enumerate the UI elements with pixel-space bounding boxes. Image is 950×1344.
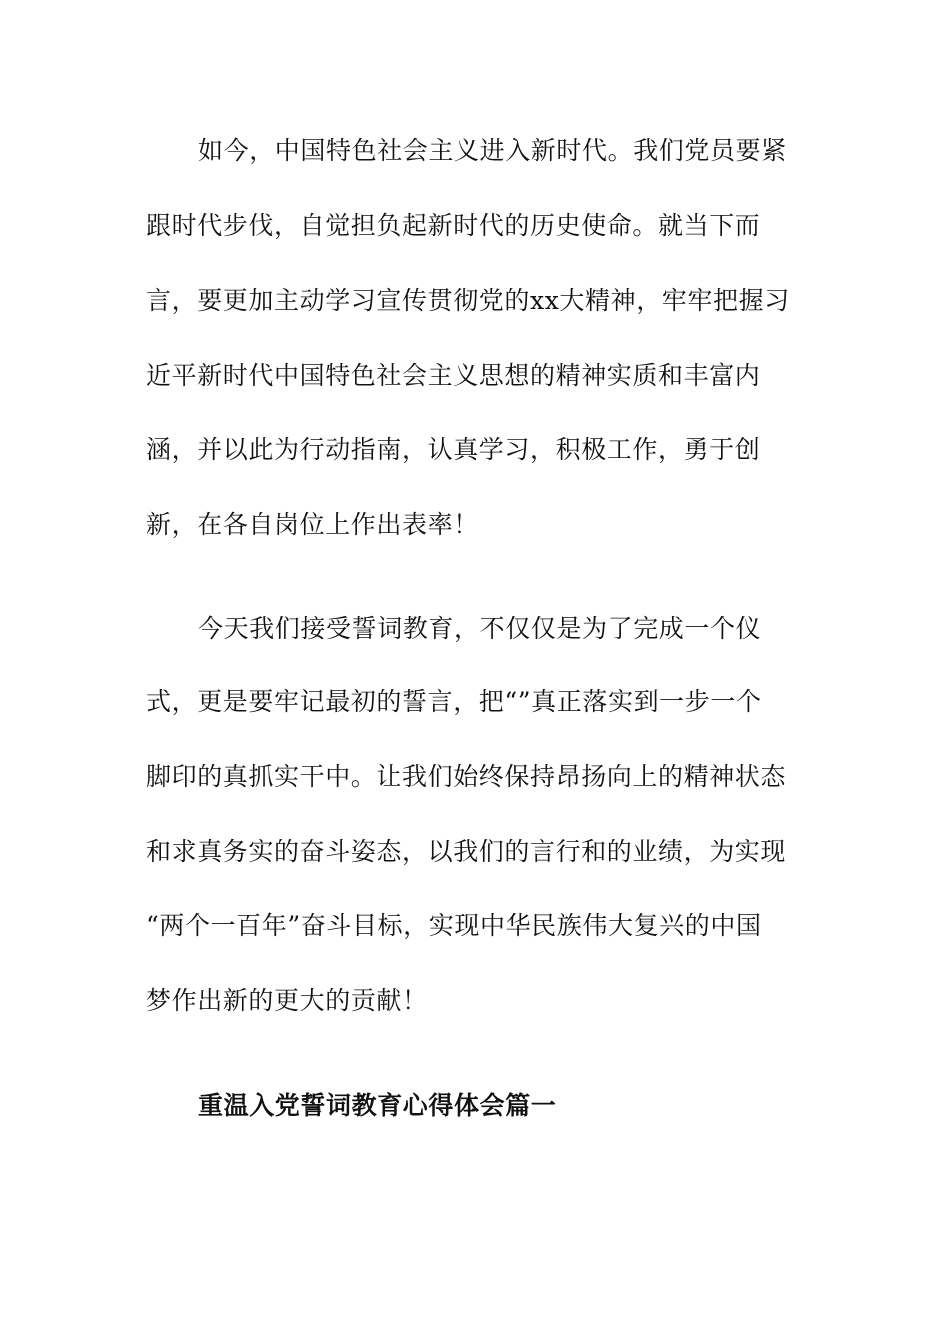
- paragraph-2-line-4: 和求真务实的奋斗姿态，以我们的言行和的业绩，为实现: [146, 837, 787, 866]
- paragraph-1-line-1: 如今，中国特色社会主义进入新时代。我们党员要紧: [198, 136, 787, 165]
- paragraph-1-line-3: 言，要更加主动学习宣传贯彻党的xx大精神，牢牢把握习: [146, 286, 790, 315]
- paragraph-1-line-5: 涵，并以此为行动指南，认真学习，积极工作，勇于创: [146, 435, 761, 464]
- paragraph-1-line-6: 新，在各自岗位上作出表率！: [146, 510, 479, 539]
- paragraph-2-line-3: 脚印的真抓实干中。让我们始终保持昂扬向上的精神状态: [146, 762, 787, 791]
- section-heading: 重温入党誓词教育心得体会篇一: [198, 1091, 557, 1120]
- paragraph-2-line-6: 梦作出新的更大的贡献！: [146, 986, 428, 1015]
- paragraph-2-line-1: 今天我们接受誓词教育，不仅仅是为了完成一个仪: [198, 614, 762, 643]
- paragraph-2-line-5: “两个一百年”奋斗目标，实现中华民族伟大复兴的中国: [146, 911, 762, 940]
- paragraph-1-line-4: 近平新时代中国特色社会主义思想的精神实质和丰富内: [146, 361, 761, 390]
- paragraph-2-line-2: 式，更是要牢记最初的誓言，把“”真正落实到一步一个: [146, 687, 762, 716]
- paragraph-1-line-2: 跟时代步伐，自觉担负起新时代的历史使命。就当下而: [146, 211, 761, 240]
